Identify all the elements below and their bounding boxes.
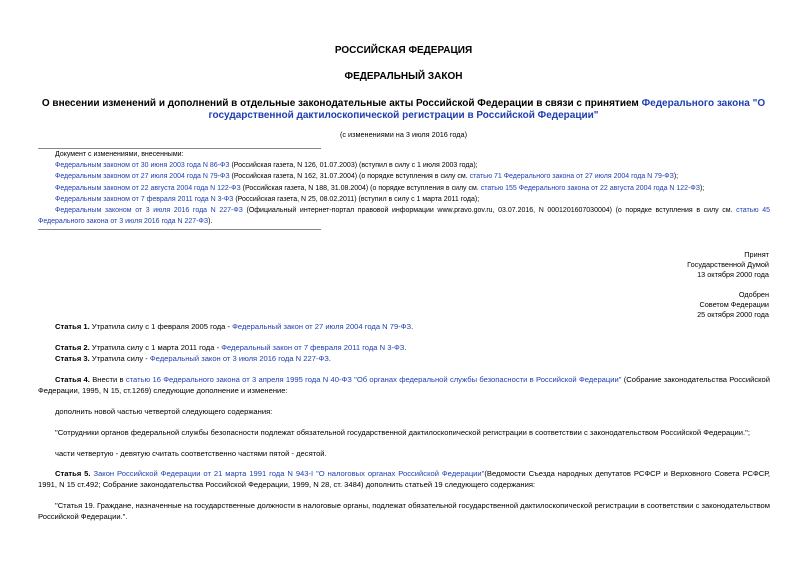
article-link[interactable]: Федеральный закон от 3 июля 2016 года N 227-ФЗ xyxy=(149,354,329,363)
article-2 xyxy=(55,342,770,353)
change-item xyxy=(55,160,770,171)
article-label: Статья 3. xyxy=(55,354,90,363)
change-text: (Российская газета, N 162, 31.07.2004) (о порядке вступления в силу см. xyxy=(229,173,470,181)
law-title xyxy=(30,98,777,122)
change-text: (Российская газета, N 188, 31.08.2004) (о порядке вступления в силу см. xyxy=(240,184,481,192)
change-link[interactable]: Федеральным законом от 27 июля 2004 года N 79-ФЗ xyxy=(55,173,230,181)
article-link[interactable]: Закон Российской Федерации от 21 марта 1991 года N 943-I "О налоговых органах Российской Федерации" xyxy=(93,469,485,478)
article-label: Статья 4. xyxy=(55,375,90,384)
article-link[interactable]: статью 16 Федерального закона от 3 апреля 1995 года N 40-ФЗ "Об органах федеральной службы безопасности в Российской Федерации" xyxy=(125,375,622,384)
duma-line-3: 13 октября 2000 года xyxy=(697,270,769,279)
article-tail: (Ведомости Съезда народных депутатов РСФСР и Верховного Совета РСФСР, 1991, N 15 ст.492; Собрание законодательства Российской Федерации, 1999, N 28, ст. 3484) дополнить статьей 19 следующего содержания: xyxy=(38,469,770,489)
council-line-1: Одобрен xyxy=(738,290,769,299)
article-4-para-1: дополнить новой частью четвертой следующего содержания: xyxy=(55,407,273,416)
duma-line-2: Государственной Думой xyxy=(687,260,769,269)
country-heading: РОССИЙСКАЯ ФЕДЕРАЦИЯ xyxy=(334,45,473,56)
article-text: Внести в xyxy=(89,375,126,384)
article-label: Статья 5. xyxy=(55,469,91,478)
duma-adoption xyxy=(687,250,769,280)
article-5-para-1: "Статья 19. Граждане, назначенные на государственные должности в налоговые органы, подлежат обязательной государственной дактилоскопической регистрации в соответствии с законодательством Российской Федерации.". xyxy=(38,501,770,521)
council-line-3: 25 октября 2000 года xyxy=(697,310,769,319)
change-tail: ); xyxy=(673,173,679,181)
article-4-para-2: "Сотрудники органов федеральной службы безопасности подлежат обязательной государственной дактилоскопической регистрации в соответствии с законодательством Российской Федерации."; xyxy=(55,428,750,437)
law-title-text: О внесении изменений и дополнений в отдельные законодательные акты Российской Федерации в связи с принятием xyxy=(41,98,642,109)
article-label: Статья 2. xyxy=(55,343,90,352)
change-link[interactable]: Федеральным законом от 22 августа 2004 года N 122-ФЗ xyxy=(55,184,241,192)
article-tail: . xyxy=(411,322,414,331)
article-5 xyxy=(38,468,770,490)
change-ref-link[interactable]: статью 71 Федерального закона от 27 июля 2004 года N 79-ФЗ xyxy=(469,173,674,181)
article-4-para-3: части четвертую - девятую считать соответственно частями пятой - десятой. xyxy=(55,449,327,458)
article-text: Утратила силу с 1 марта 2011 года - xyxy=(89,343,222,352)
article-tail: (Собрание законодательства Российской Федерации, 1995, N 15, ст.1269) следующие дополнение и изменение: xyxy=(38,375,771,395)
change-link[interactable]: Федеральным законом от 30 июня 2003 года N 86-ФЗ xyxy=(55,162,230,170)
change-text: (Официальный интернет-портал правовой информации www.pravo.gov.ru, 03.07.2016, N 0001201607030004) (о порядке вступления в силу см. xyxy=(242,207,737,214)
changes-intro: Документ с изменениями, внесенными: xyxy=(55,151,184,158)
change-text: (Российская газета, N 25, 08.02.2011) (вступил в силу с 1 марта 2011 года); xyxy=(233,195,480,203)
article-3 xyxy=(55,353,770,364)
article-link[interactable]: Федеральный закон от 27 июля 2004 года N 79-ФЗ xyxy=(232,322,412,331)
change-link[interactable]: Федеральным законом от 3 июля 2016 года N 227-ФЗ xyxy=(55,207,243,214)
change-ref-link[interactable]: статью 155 Федерального закона от 22 августа 2004 года N 122-ФЗ xyxy=(480,184,700,192)
duma-line-1: Принят xyxy=(744,250,769,259)
article-label: Статья 1. xyxy=(55,322,90,331)
bottom-divider xyxy=(38,229,321,230)
article-tail: . xyxy=(328,354,331,363)
change-ref-link[interactable]: статью 45 xyxy=(736,207,770,214)
changes-list xyxy=(55,149,770,205)
change-item xyxy=(55,183,770,194)
article-link[interactable]: Федеральный закон от 7 февраля 2011 года N 3-ФЗ xyxy=(221,343,405,352)
change-ref-link[interactable]: Федерального закона от 3 июля 2016 года N 227-ФЗ xyxy=(38,218,209,226)
law-title-link[interactable]: Федерального закона "О государственной дактилоскопической регистрации в Российской Федерации" xyxy=(208,98,766,121)
revision-note: (с изменениями на 3 июля 2016 года) xyxy=(339,130,468,139)
council-line-2: Советом Федерации xyxy=(699,300,769,309)
article-text: Утратила силу - xyxy=(89,354,150,363)
article-tail: . xyxy=(404,343,407,352)
change-link[interactable]: Федеральным законом от 7 февраля 2011 года N 3-ФЗ xyxy=(55,195,234,203)
article-4 xyxy=(38,374,770,396)
article-text: Утратила силу с 1 февраля 2005 года - xyxy=(89,322,233,331)
change-item xyxy=(55,194,770,205)
doc-type-heading: ФЕДЕРАЛЬНЫЙ ЗАКОН xyxy=(344,71,463,82)
change-item-last xyxy=(38,205,770,227)
change-text: (Российская газета, N 126, 01.07.2003) (вступил в силу с 1 июля 2003 года); xyxy=(229,162,478,170)
change-tail: ); xyxy=(699,184,705,192)
council-approval xyxy=(697,290,769,320)
change-item xyxy=(55,171,770,182)
article-1 xyxy=(55,321,770,332)
change-tail: ). xyxy=(208,218,213,226)
